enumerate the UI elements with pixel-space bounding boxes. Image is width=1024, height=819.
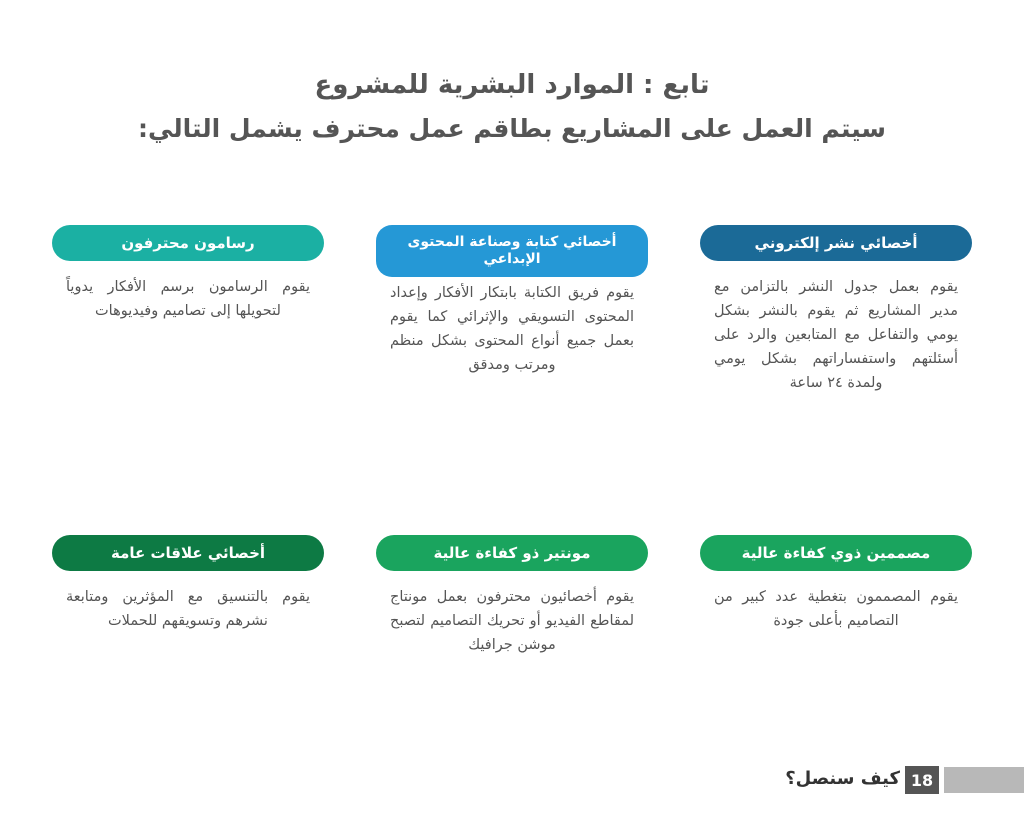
card-description: يقوم أخصائيون محترفون بعمل مونتاج لمقاطع الفيديو أو تحريك التصاميم لتصبح موشن جرافيك [390,589,634,653]
card-description: يقوم بالتنسيق مع المؤثرين ومتابعة نشرهم وتسويقهم للحملات [66,589,310,629]
footer-bar [944,767,1024,793]
card-public-relations [52,535,324,633]
page-title: تابع : الموارد البشرية للمشروع [314,70,710,100]
card-description: يقوم المصممون بتغطية عدد كبير من التصاميم بأعلى جودة [714,589,958,629]
page-number: 18 [905,766,939,794]
card-description: يقوم فريق الكتابة بابتكار الأفكار وإعداد المحتوى التسويقي والإثرائي كما يقوم بعمل جميع أنواع المحتوى بشكل منظم ومرتب ومدقق [390,285,634,373]
card-title-badge: مصممين ذوي كفاءة عالية [700,535,972,571]
card-title-badge: مونتير ذو كفاءة عالية [376,535,648,571]
card-electronic-publishing [700,225,972,395]
card-description: يقوم بعمل جدول النشر بالتزامن مع مدير المشاريع ثم يقوم بالنشر بشكل يومي والتفاعل مع المتابعين والرد على أسئلتهم واستفساراتهم بشكل يومي ولمدة ٢٤ ساعة [714,279,958,391]
card-title-badge: أخصائي علاقات عامة [52,535,324,571]
card-content-writing [376,225,648,377]
card-title-badge: رسامون محترفون [52,225,324,261]
card-title-badge: أخصائي نشر إلكتروني [700,225,972,261]
page-subtitle: سيتم العمل على المشاريع بطاقم عمل محترف يشمل التالي: [137,114,887,143]
card-designers [700,535,972,633]
card-illustrators [52,225,324,323]
card-video-editor [376,535,648,657]
card-title-badge: أخصائي كتابة وصناعة المحتوى الإبداعي [376,225,648,277]
footer-title: كيف سنصل؟ [785,768,900,789]
card-description: يقوم الرسامون برسم الأفكار يدوياً لتحويلها إلى تصاميم وفيديوهات [66,279,310,319]
